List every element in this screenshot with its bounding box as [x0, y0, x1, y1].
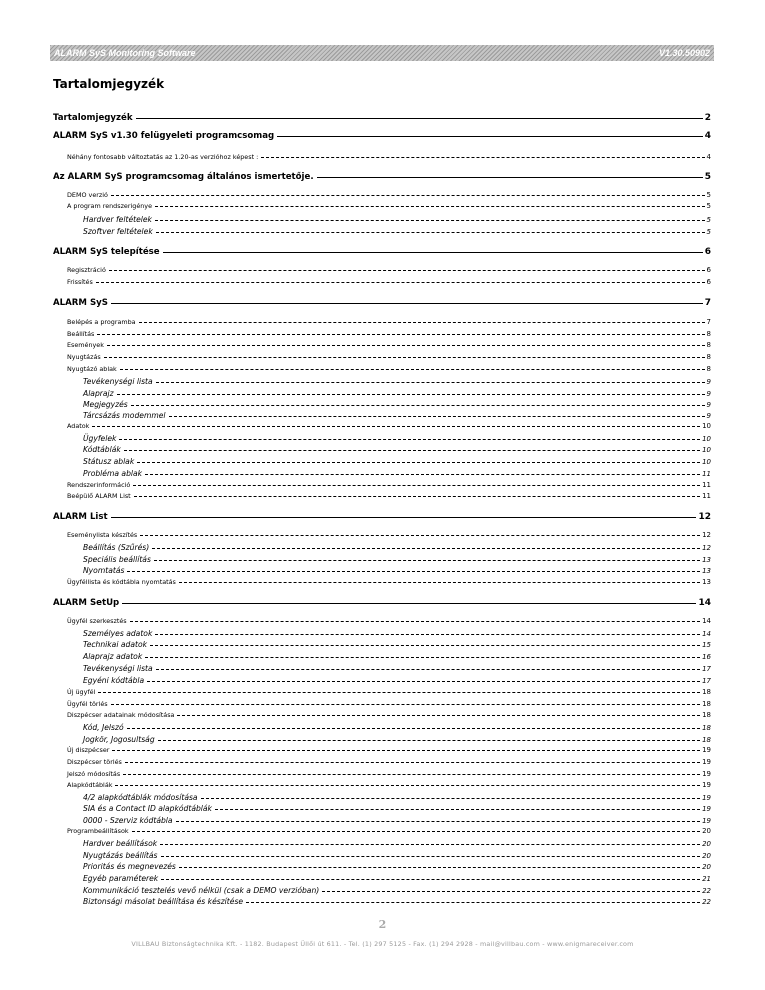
- toc-leader: [246, 902, 700, 903]
- toc-leader: [131, 405, 705, 406]
- toc-entry-title: Kód, Jelszó: [83, 723, 124, 732]
- toc-leader: [140, 535, 700, 536]
- toc-leader: [317, 177, 703, 178]
- toc-leader: [104, 357, 705, 358]
- toc-entry-page: 5: [704, 172, 711, 182]
- toc-leader: [127, 728, 700, 729]
- toc-entry-page: 2: [704, 113, 711, 123]
- toc-entry-page: 6: [704, 247, 711, 257]
- toc-entry-page: 19: [702, 770, 711, 778]
- toc-entry-title: Néhány fontosabb változtatás az 1.20-as verzióhoz képest :: [67, 153, 259, 161]
- toc-entry-page: 17: [702, 665, 711, 673]
- toc-leader: [156, 232, 705, 233]
- toc-leader: [152, 548, 700, 549]
- document-title: ALARM SyS Monitoring Software: [54, 48, 196, 58]
- toc-entry-page: 8: [706, 330, 711, 338]
- toc-leader: [111, 517, 697, 518]
- toc-entry[interactable]: [53, 676, 711, 685]
- toc-entry[interactable]: [53, 816, 711, 825]
- toc-entry-title: ALARM SetUp: [53, 598, 120, 608]
- toc-entry-title: Regisztráció: [67, 266, 106, 274]
- toc-leader: [112, 750, 700, 751]
- toc-entry-title: Alapkódtáblák: [67, 781, 113, 789]
- toc-entry-page: 18: [702, 724, 711, 732]
- toc-entry[interactable]: [53, 445, 711, 454]
- toc-entry-page: 14: [698, 598, 711, 608]
- toc-entry-page: 19: [702, 817, 711, 825]
- toc-entry-page: 8: [706, 353, 711, 361]
- toc-leader: [125, 762, 700, 763]
- toc-entry-title: Probléma ablak: [83, 469, 143, 478]
- toc-entry-page: 12: [698, 512, 711, 522]
- toc-entry-page: 11: [702, 481, 711, 489]
- toc-leader: [97, 334, 704, 335]
- toc-entry-title: Frissítés: [67, 278, 93, 286]
- toc-entry-page: 12: [702, 531, 711, 539]
- toc-entry-title: Hardver beállítások: [83, 839, 158, 848]
- toc-leader: [169, 416, 705, 417]
- toc-leader: [145, 657, 700, 658]
- toc-entry-page: 5: [706, 202, 711, 210]
- toc-entry-page: 14: [702, 617, 711, 625]
- toc-entry-page: 19: [702, 781, 711, 789]
- toc-leader: [201, 798, 701, 799]
- toc-entry-title: Ügyféllista és kódtábla nyomtatás: [67, 578, 176, 586]
- toc-entry[interactable]: [53, 330, 711, 338]
- toc-entry-page: 9: [706, 378, 711, 386]
- toc-entry[interactable]: [53, 804, 711, 813]
- toc-entry[interactable]: [53, 746, 711, 754]
- toc-entry[interactable]: [53, 566, 711, 575]
- toc-entry[interactable]: [53, 411, 711, 420]
- toc-entry[interactable]: [53, 202, 711, 210]
- toc-entry[interactable]: [53, 400, 711, 409]
- toc-entry-title: Hardver feltételek: [83, 215, 152, 224]
- toc-entry-title: A program rendszerigénye: [67, 202, 153, 210]
- page-number: 2: [378, 918, 387, 931]
- document-version: V1.30.50902: [658, 48, 710, 58]
- toc-entry-page: 19: [702, 758, 711, 766]
- toc-entry[interactable]: [53, 640, 711, 649]
- toc-entry-page: 8: [706, 341, 711, 349]
- toc-entry-title: ALARM SyS telepítése: [53, 247, 160, 257]
- toc-entry[interactable]: [53, 227, 711, 236]
- toc-entry-title: Új diszpécser: [67, 746, 110, 754]
- toc-entry-title: Eseménylista készítés: [67, 531, 138, 539]
- toc-entry-title: Nyugtázó ablak: [67, 365, 117, 373]
- toc-entry[interactable]: [53, 353, 711, 361]
- toc-leader: [155, 220, 705, 221]
- toc-entry-title: Státusz ablak: [83, 457, 135, 466]
- toc-leader: [147, 681, 700, 682]
- toc-entry-page: 13: [702, 578, 711, 586]
- toc-entry-title: Jelszó módosítás: [67, 770, 121, 778]
- toc-entry-title: ALARM List: [53, 512, 108, 522]
- toc-entry[interactable]: [53, 377, 711, 386]
- toc-entry-title: 0000 - Szerviz kódtábla: [83, 816, 173, 825]
- toc-entry-title: ALARM SyS: [53, 298, 108, 308]
- toc-entry[interactable]: [53, 172, 711, 182]
- toc-entry[interactable]: [53, 215, 711, 224]
- toc-leader: [161, 879, 700, 880]
- toc-leader: [136, 118, 703, 119]
- toc-leader: [111, 195, 705, 196]
- toc-entry-page: 18: [702, 688, 711, 696]
- toc-entry[interactable]: [53, 481, 711, 489]
- toc-entry[interactable]: [53, 723, 711, 732]
- toc-leader: [158, 740, 700, 741]
- toc-leader: [132, 831, 701, 832]
- toc-entry-title: Speciális beállítás: [83, 555, 151, 564]
- toc-entry-page: 5: [706, 216, 711, 224]
- toc-leader: [322, 891, 700, 892]
- toc-entry-title: Tevékenységi lista: [83, 377, 153, 386]
- toc-entry-title: ALARM SyS v1.30 felügyeleti programcsomag: [53, 131, 275, 141]
- toc-leader: [130, 621, 700, 622]
- toc-leader: [111, 704, 700, 705]
- toc-entry-page: 11: [702, 492, 711, 500]
- toc-entry[interactable]: [53, 700, 711, 708]
- toc-entry[interactable]: [53, 298, 711, 308]
- toc-entry-page: 10: [702, 422, 711, 430]
- toc-entry-title: SIA és a Contact ID alapkódtáblák: [83, 804, 212, 813]
- toc-entry-title: Új ügyfél: [67, 688, 96, 696]
- toc-leader: [122, 603, 696, 604]
- toc-entry[interactable]: [53, 457, 711, 466]
- toc-entry-title: Az ALARM SyS programcsomag általános ismertetője.: [53, 172, 314, 182]
- toc-leader: [111, 303, 703, 304]
- toc-entry-page: 22: [702, 898, 711, 906]
- toc-entry-page: 10: [702, 458, 711, 466]
- toc-leader: [163, 252, 703, 253]
- toc-entry-title: Kommunikáció tesztelés vevő nélkül (csak a DEMO verzióban): [83, 886, 320, 895]
- toc-leader: [119, 439, 700, 440]
- toc-entry[interactable]: [53, 688, 711, 696]
- toc-leader: [156, 382, 705, 383]
- toc-entry[interactable]: [53, 827, 711, 835]
- toc-leader: [127, 571, 700, 572]
- toc-entry[interactable]: [53, 512, 711, 522]
- toc-entry-page: 20: [702, 827, 711, 835]
- toc-entry-title: Belépés a programba: [67, 318, 136, 326]
- toc-entry-title: Biztonsági másolat beállítása és készítése: [83, 897, 244, 906]
- toc-entry-title: Tevékenységi lista: [83, 664, 153, 673]
- toc-leader: [137, 462, 700, 463]
- toc-entry-title: Ügyfél törlés: [67, 700, 108, 708]
- toc-entry-title: Tartalomjegyzék: [53, 113, 133, 123]
- toc-leader: [145, 474, 700, 475]
- toc-entry[interactable]: [53, 874, 711, 883]
- toc-entry-title: Nyomtatás: [83, 566, 125, 575]
- toc-entry-page: 16: [702, 653, 711, 661]
- toc-entry-title: Kódtáblák: [83, 445, 121, 454]
- toc-leader: [133, 485, 700, 486]
- toc-leader: [123, 774, 700, 775]
- toc-entry-title: Alaprajz adatok: [83, 652, 143, 661]
- toc-entry-title: Rendszerinformáció: [67, 481, 131, 489]
- toc-leader: [160, 844, 700, 845]
- toc-entry-title: Ügyfelek: [83, 434, 117, 443]
- toc-entry-page: 17: [702, 677, 711, 685]
- toc-leader: [150, 645, 700, 646]
- toc-entry-title: Egyéni kódtábla: [83, 676, 145, 685]
- toc-entry[interactable]: [53, 886, 711, 895]
- toc-leader: [215, 809, 700, 810]
- toc-entry-page: 4: [706, 153, 711, 161]
- toc-entry-page: 10: [702, 446, 711, 454]
- toc-entry-page: 14: [702, 630, 711, 638]
- toc-entry-page: 13: [702, 567, 711, 575]
- toc-entry[interactable]: [53, 543, 711, 552]
- toc-leader: [124, 450, 700, 451]
- toc-entry-page: 10: [702, 435, 711, 443]
- toc-entry-page: 7: [706, 318, 711, 326]
- toc-entry-page: 11: [702, 470, 711, 478]
- toc-entry[interactable]: [53, 113, 711, 123]
- toc-entry-title: Adatok: [67, 422, 90, 430]
- toc-entry[interactable]: [53, 735, 711, 744]
- toc-entry-title: Beépülő ALARM List: [67, 492, 131, 500]
- toc-entry-page: 12: [702, 544, 711, 552]
- toc-entry[interactable]: [53, 793, 711, 802]
- toc-leader: [120, 369, 705, 370]
- toc-leader: [98, 692, 700, 693]
- toc-entry-page: 6: [706, 266, 711, 274]
- toc-entry[interactable]: [53, 434, 711, 443]
- toc-entry-title: Szoftver feltételek: [83, 227, 153, 236]
- header-bar: [50, 45, 714, 61]
- toc-leader: [117, 394, 705, 395]
- toc-entry-page: 9: [706, 412, 711, 420]
- toc-entry-title: Alaprajz: [83, 389, 114, 398]
- toc-entry-title: Technikai adatok: [83, 640, 148, 649]
- toc-entry[interactable]: [53, 266, 711, 274]
- toc-entry-title: Tárcsázás modemmel: [83, 411, 166, 420]
- toc-entry-page: 20: [702, 852, 711, 860]
- footer-company-line: VILLBAU Biztonságtechnika Kft. - 1182. Budapest Üllői út 611. - Tel. (1) 297 5125 - Fax. (1) 294 2928 - mail@villbau.com - www.enigmareceiver.com: [131, 940, 634, 948]
- toc-entry[interactable]: [53, 131, 711, 141]
- toc-leader: [154, 560, 700, 561]
- toc-entry-page: 9: [706, 401, 711, 409]
- toc-entry-page: 7: [704, 298, 711, 308]
- toc-entry[interactable]: [53, 389, 711, 398]
- toc-entry-title: Beállítás: [67, 330, 95, 338]
- toc-leader: [92, 426, 700, 427]
- toc-entry-title: 4/2 alapkódtáblák módosítása: [83, 793, 198, 802]
- toc-entry[interactable]: [53, 851, 711, 860]
- toc-entry[interactable]: [53, 862, 711, 871]
- toc-entry[interactable]: [53, 598, 711, 608]
- toc-entry[interactable]: [53, 781, 711, 789]
- toc-entry-page: 22: [702, 887, 711, 895]
- toc-entry-title: Nyugtázás: [67, 353, 101, 361]
- toc-entry[interactable]: [53, 629, 711, 638]
- toc-entry-page: 15: [702, 641, 711, 649]
- toc-entry-title: Megjegyzés: [83, 400, 128, 409]
- toc-leader: [176, 821, 701, 822]
- toc-entry-page: 5: [706, 228, 711, 236]
- toc-entry-page: 5: [706, 191, 711, 199]
- toc-entry[interactable]: [53, 247, 711, 257]
- toc-leader: [179, 867, 700, 868]
- toc-entry[interactable]: [53, 318, 711, 326]
- toc-leader: [261, 157, 704, 158]
- toc-leader: [155, 634, 700, 635]
- toc-entry-page: 4: [704, 131, 711, 141]
- toc-leader: [96, 282, 705, 283]
- toc-entry[interactable]: [53, 422, 711, 430]
- toc-leader: [139, 322, 705, 323]
- toc-leader: [155, 206, 705, 207]
- toc-entry-title: Ügyfél szerkesztés: [67, 617, 127, 625]
- toc-leader: [161, 856, 701, 857]
- toc-leader: [177, 715, 700, 716]
- toc-entry-title: Beállítás (Szűrés): [83, 543, 150, 552]
- toc-leader: [156, 669, 700, 670]
- toc-heading: Tartalomjegyzék: [53, 77, 165, 91]
- toc-entry[interactable]: [53, 365, 711, 373]
- toc-entry-title: Diszpécser adatainak módosítása: [67, 711, 175, 719]
- toc-entry-page: 21: [702, 875, 711, 883]
- toc-entry[interactable]: [53, 578, 711, 586]
- toc-entry[interactable]: [53, 897, 711, 906]
- toc-entry[interactable]: [53, 153, 711, 161]
- toc-entry-page: 13: [702, 556, 711, 564]
- toc-entry[interactable]: [53, 711, 711, 719]
- toc-entry-page: 18: [702, 711, 711, 719]
- toc-entry-title: Események: [67, 341, 104, 349]
- toc-entry[interactable]: [53, 555, 711, 564]
- toc-leader: [179, 582, 700, 583]
- toc-entry[interactable]: [53, 617, 711, 625]
- toc-entry-title: DEMO verzió: [67, 191, 108, 199]
- toc-entry-title: Jogkör, Jogosultság: [83, 735, 155, 744]
- toc-entry-page: 8: [706, 365, 711, 373]
- toc-entry[interactable]: [53, 531, 711, 539]
- toc-entry[interactable]: [53, 839, 711, 848]
- toc-entry[interactable]: [53, 664, 711, 673]
- toc-leader: [277, 136, 703, 137]
- toc-entry[interactable]: [53, 758, 711, 766]
- toc-entry-page: 20: [702, 840, 711, 848]
- toc-entry-page: 19: [702, 746, 711, 754]
- toc-entry-title: Programbeállítások: [67, 827, 129, 835]
- toc-entry-title: Diszpécser törlés: [67, 758, 122, 766]
- toc-entry[interactable]: [53, 278, 711, 286]
- toc-entry-title: Személyes adatok: [83, 629, 153, 638]
- toc-leader: [107, 345, 705, 346]
- toc-entry-page: 18: [702, 700, 711, 708]
- toc-entry[interactable]: [53, 341, 711, 349]
- toc-entry[interactable]: [53, 492, 711, 500]
- toc-leader: [134, 496, 700, 497]
- toc-entry-page: 19: [702, 805, 711, 813]
- toc-entry-title: Prioritás és megnevezés: [83, 862, 176, 871]
- toc-entry[interactable]: [53, 770, 711, 778]
- toc-entry-page: 20: [702, 863, 711, 871]
- toc-entry-title: Egyéb paraméterek: [83, 874, 159, 883]
- toc-entry[interactable]: [53, 191, 711, 199]
- toc-entry[interactable]: [53, 469, 711, 478]
- toc-entry-page: 9: [706, 390, 711, 398]
- toc-leader: [109, 270, 705, 271]
- toc-entry[interactable]: [53, 652, 711, 661]
- toc-entry-page: 6: [706, 278, 711, 286]
- toc-entry-page: 18: [702, 736, 711, 744]
- toc-leader: [115, 785, 700, 786]
- toc-entry-page: 19: [702, 794, 711, 802]
- toc-entry-title: Nyugtázás beállítás: [83, 851, 158, 860]
